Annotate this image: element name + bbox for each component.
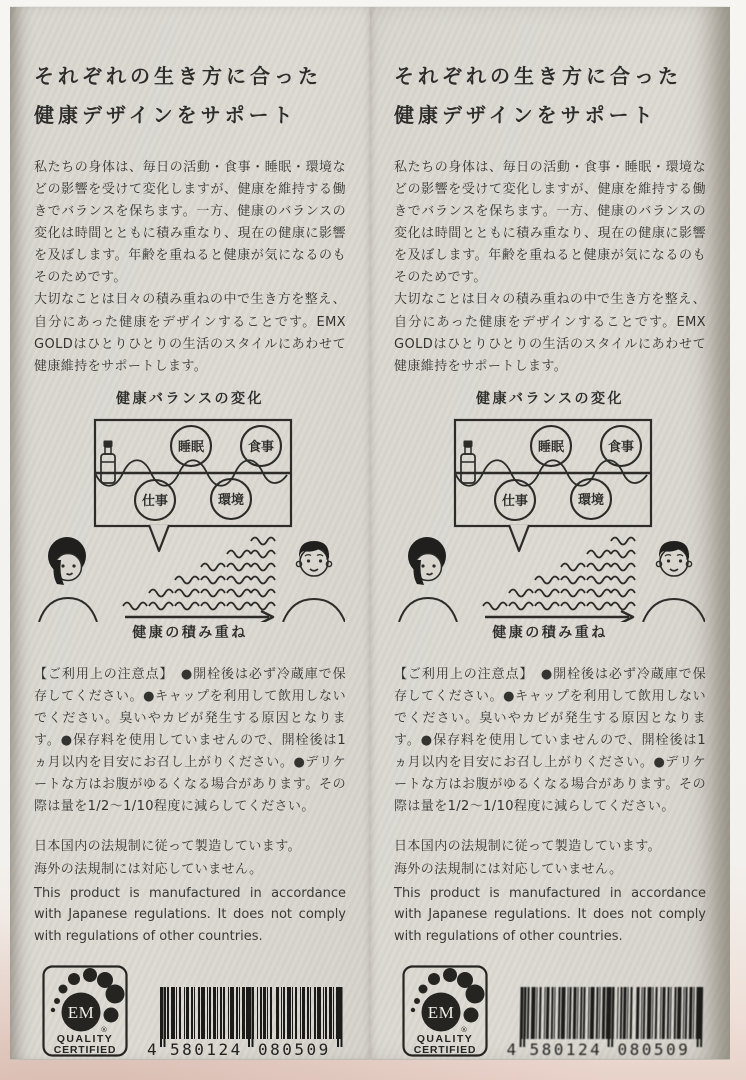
heading-line-1: それぞれの生き方に合った — [394, 63, 682, 88]
paragraph-intro: 私たちの身体は、毎日の活動・食事・睡眠・環境などの影響を受けて変化しますが、健康を維持する働きでバランスを保ちます。一方、健康のバランスの変化は時間とともに積み重なり、現在の健康に影響を及ぼします。年齢を重ねると健康が気になるのもそのためです。 — [34, 159, 346, 286]
woman-face — [399, 537, 457, 622]
factor-circle-work — [135, 480, 175, 520]
barcode-lead-digit: 4 — [147, 1040, 157, 1060]
diagram-illustration — [395, 410, 705, 622]
svg-text:仕事: 仕事 — [501, 493, 529, 509]
diagram-caption: 健康の積み重ね — [132, 624, 248, 641]
factor-circle-environment — [571, 479, 611, 519]
timeline-arrow — [125, 611, 273, 622]
legal-block — [34, 836, 346, 947]
ean13-barcode — [505, 987, 706, 1059]
box-back-panel — [10, 7, 370, 1060]
speech-tail — [509, 525, 529, 551]
speech-tail — [149, 525, 169, 551]
barcode-left-group: 580124 — [170, 1040, 243, 1060]
balance-box — [95, 420, 291, 551]
certified-label: CERTIFIED — [413, 1044, 477, 1057]
heading-line-2: 健康デザインをサポート — [394, 102, 657, 127]
barcode-right-group: 080509 — [617, 1040, 691, 1060]
product-box-left — [10, 6, 370, 1060]
factor-circle-diet — [601, 426, 641, 466]
accumulation-waves — [483, 537, 635, 609]
bottle-icon — [101, 440, 115, 483]
paragraph-message: 大切なことは日々の積み重ねの中で生き方を整え、自分にあった健康をデザインすることです。EMX GOLDはひとりひとりの生活のスタイルにあわせて健康維持をサポートします。 — [394, 292, 706, 374]
barcode-left-group: 580124 — [529, 1040, 603, 1060]
em-initials: EM — [427, 1003, 455, 1023]
svg-text:睡眠: 睡眠 — [537, 439, 565, 455]
box-back-panel — [370, 7, 730, 1060]
barcode-digits — [147, 1040, 331, 1059]
svg-text:食事: 食事 — [607, 439, 635, 455]
em-initials: EM — [67, 1003, 95, 1023]
svg-text:睡眠: 睡眠 — [177, 439, 205, 455]
svg-text:環境: 環境 — [217, 492, 245, 508]
em-quality-certified-logo — [40, 963, 130, 1059]
legal-en: This product is manufactured in accordance with Japanese regulations. It does not comply with regulations of other countries. — [34, 885, 346, 944]
accumulation-waves — [123, 537, 275, 609]
legal-jp-line1: 日本国内の法規制に従って製造しています。 — [34, 839, 301, 855]
certification-and-barcode-row — [394, 963, 706, 1059]
factor-circle-work — [495, 480, 535, 520]
diagram-caption: 健康の積み重ね — [492, 624, 608, 641]
certification-and-barcode-row — [34, 963, 346, 1059]
quality-label: QUALITY — [416, 1033, 474, 1046]
box-bottom-edge — [10, 1059, 370, 1060]
barcode-right-group: 080509 — [258, 1040, 331, 1060]
bottle-icon — [461, 440, 475, 483]
quality-label: QUALITY — [56, 1033, 114, 1046]
balance-box — [455, 420, 651, 551]
panel-heading — [394, 57, 706, 135]
health-balance-diagram — [394, 388, 706, 642]
barcode-bars — [520, 987, 704, 1047]
legal-jp-line2: 海外の法規制には対応していません。 — [34, 861, 263, 877]
heading-line-2: 健康デザインをサポート — [34, 102, 297, 127]
usage-notes: 【ご利用上の注意点】 ●開栓後は必ず冷蔵庫で保存してください。●キャップを利用して飲用しないでください。臭いやカビが発生する原因となります。●保存料を使用していませんので、開栓後は1ヵ月以内を目安にお召し上がりください。●デリケートな方はお腹がゆるくなる場合があります。その際は量を1/2～1/10程度に減らしてください。 — [394, 666, 706, 815]
man-face — [283, 541, 345, 622]
factor-circle-environment — [211, 479, 251, 519]
timeline-arrow — [485, 611, 633, 622]
product-box-right — [370, 6, 730, 1060]
svg-text:環境: 環境 — [577, 492, 605, 508]
diagram-title: 健康バランスの変化 — [475, 390, 625, 407]
legal-block — [394, 836, 706, 947]
boxes-row — [10, 6, 730, 1060]
ean13-barcode — [146, 987, 346, 1059]
svg-text:食事: 食事 — [247, 439, 275, 455]
certified-label: CERTIFIED — [53, 1044, 117, 1057]
paragraph-intro: 私たちの身体は、毎日の活動・食事・睡眠・環境などの影響を受けて変化しますが、健康を維持する働きでバランスを保ちます。一方、健康のバランスの変化は時間とともに積み重なり、現在の健康に影響を及ぼします。年齢を重ねると健康が気になるのもそのためです。 — [394, 159, 706, 286]
legal-jp-line2: 海外の法規制には対応していません。 — [394, 861, 623, 877]
legal-jp-line1: 日本国内の法規制に従って製造しています。 — [394, 839, 661, 855]
registered-mark: ® — [100, 1026, 108, 1035]
svg-text:仕事: 仕事 — [141, 493, 169, 509]
barcode-bars — [160, 987, 343, 1047]
man-face — [643, 541, 705, 622]
usage-notes: 【ご利用上の注意点】 ●開栓後は必ず冷蔵庫で保存してください。●キャップを利用して飲用しないでください。臭いやカビが発生する原因となります。●保存料を使用していませんので、開栓後は1ヵ月以内を目安にお召し上がりください。●デリケートな方はお腹がゆるくなる場合があります。その際は量を1/2～1/10程度に減らしてください。 — [34, 666, 346, 815]
panel-heading — [34, 57, 346, 135]
factor-circle-diet — [241, 426, 281, 466]
health-balance-diagram — [34, 388, 346, 642]
legal-en: This product is manufactured in accordance with Japanese regulations. It does not comply with regulations of other countries. — [394, 885, 706, 944]
paragraph-message: 大切なことは日々の積み重ねの中で生き方を整え、自分にあった健康をデザインすることです。EMX GOLDはひとりひとりの生活のスタイルにあわせて健康維持をサポートします。 — [34, 292, 346, 374]
box-bottom-edge — [370, 1059, 730, 1060]
registered-mark: ® — [460, 1026, 468, 1035]
heading-line-1: それぞれの生き方に合った — [34, 63, 322, 88]
diagram-title: 健康バランスの変化 — [115, 390, 265, 407]
woman-face — [39, 537, 97, 622]
barcode-digits — [506, 1040, 690, 1059]
diagram-illustration — [35, 410, 345, 622]
barcode-lead-digit: 4 — [506, 1040, 517, 1060]
em-quality-certified-logo — [400, 963, 490, 1059]
